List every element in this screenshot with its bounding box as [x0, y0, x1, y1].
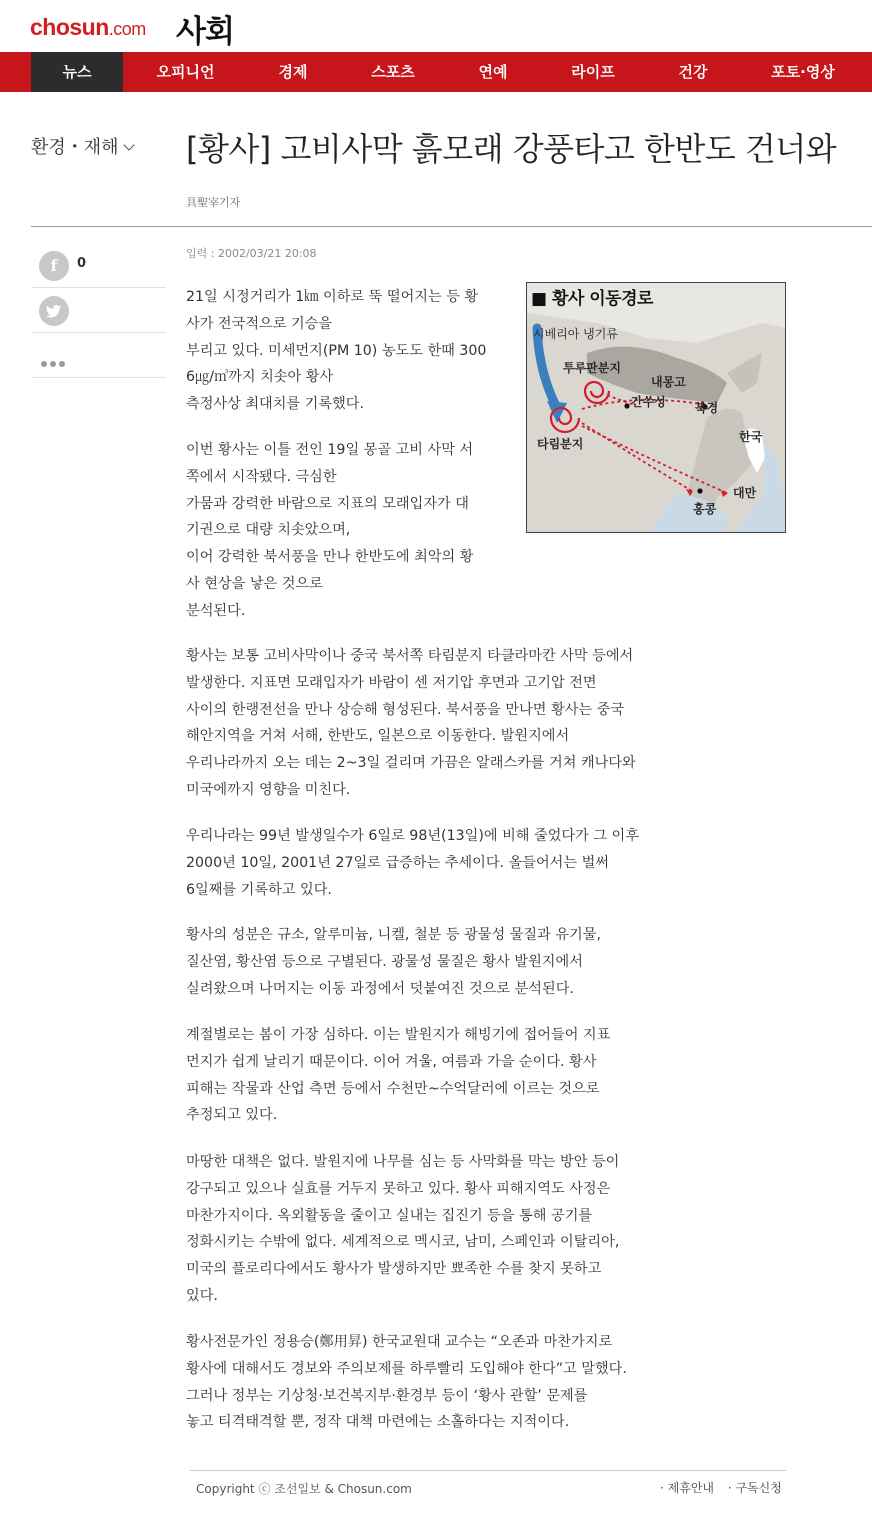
nav-item-photo-video[interactable]: 포토·영상: [771, 63, 835, 81]
nav-item-life[interactable]: 라이프: [571, 63, 615, 81]
map-label-korea: 한국: [739, 430, 763, 444]
publish-date: 입력 : 2002/03/21 20:08: [186, 247, 317, 260]
yellow-dust-route-map: [526, 282, 786, 533]
map-label-gansu: 간쑤성: [631, 395, 666, 409]
nav-item-opinion[interactable]: 오피니언: [156, 63, 215, 81]
category-dropdown[interactable]: [31, 133, 133, 159]
section-title[interactable]: 사회: [176, 14, 234, 50]
map-label-tarim: 타림분지: [537, 437, 584, 451]
share-twitter-row: [31, 289, 166, 333]
map-label-hongkong: 홍콩: [693, 502, 717, 516]
logo-suffix: .com: [108, 19, 146, 39]
article-paragraph: 황사의 성분은 규소, 알루미늄, 니켈, 철분 등 광물성 물질과 유기물, 질산염, 황산염 등으로 구별된다. 광물성 물질은 황사 발원지에서 실려왔으며 나머지는 이동 과정에서 덧붙여진 것으로 분석된다.: [186, 927, 601, 997]
logo-main: chosun: [30, 14, 109, 40]
map-label-beijing: 북경: [695, 401, 719, 415]
article-paragraph: 마땅한 대책은 없다. 발원지에 나무를 심는 등 사막화를 막는 방안 등이 강구되고 있으나 실효를 거두지 못하고 있다. 황사 피해지역도 사정은 마찬가지이다. 옥외활동을 줄이고 실내는 집진기 등을 통해 공기를 정화시키는 수밖에 없다. 세계적으로 멕시코, 남미, 스페인과 이탈리아, 미국의 플로리다에서도 황사가 발생하지만 뾰족한 수를 찾지 못하고 있다.: [186, 1154, 620, 1304]
nav-item-entertainment[interactable]: 연예: [478, 63, 508, 81]
map-label-turpan: 투루판분지: [563, 361, 621, 375]
article-paragraph: 황사는 보통 고비사막이나 중국 북서쪽 타림분지 타클라마칸 사막 등에서 발생한다. 지표면 모래입자가 바람이 센 저기압 후면과 고기압 전면 사이의 한랭전선을 만나 상승해 형성된다. 북서풍을 만나면 황사는 중국 해안지역을 거쳐 서해, 한반도, 일본으로 이동한다. 발원지에서 우리나라까지 오는 데는 2~3일 걸리며 가끔은 알래스카를 거쳐 캐나다와 미국에까지 영향을 미친다.: [186, 648, 636, 798]
byline: 具聖宰기자: [186, 196, 241, 209]
map-title: ■ 황사 이동경로: [531, 289, 653, 309]
share-facebook-row: [31, 244, 166, 288]
facebook-share-count: 0: [77, 256, 87, 271]
footer-links: [650, 1479, 782, 1496]
article-headline: [황사] 고비사막 흙모래 강풍타고 한반도 건너와: [186, 130, 837, 168]
map-label-taiwan: 대만: [733, 486, 757, 500]
chevron-down-icon: [123, 139, 134, 150]
nav-item-sports[interactable]: 스포츠: [371, 63, 415, 81]
article-paragraph: 황사전문가인 정용승(鄭用昇) 한국교원대 교수는 “오존과 마찬가지로 황사에 대해서도 경보와 주의보제를 하루빨리 도입해야 한다”고 말했다. 그러나 정부는 기상청·보건복지부·환경부 등이 ‘황사 관할’ 문제를 놓고 티격태격할 뿐, 정작 대책 마련에는 소홀하다는 지적이다.: [186, 1334, 627, 1431]
main-nav: [0, 52, 872, 92]
map-label-inner-mongolia: 내몽고: [651, 375, 686, 389]
nav-item-health[interactable]: 건강: [678, 63, 708, 81]
share-more-row: [31, 334, 166, 378]
footer-link-partnership[interactable]: · 제휴안내: [660, 1481, 714, 1495]
nav-item-economy[interactable]: 경제: [278, 63, 308, 81]
map-label-siberia: 시베리아 냉기류: [533, 327, 618, 341]
article-paragraph: 이번 황사는 이틀 전인 19일 몽골 고비 사막 서 쪽에서 시작됐다. 극심한 가뭄과 강력한 바람으로 지표의 모래입자가 대 기권으로 대량 치솟았으며, 이어 강력한 북서풍을 만나 한반도에 최악의 황 사 현상을 낳은 것으로 분석된다.: [186, 442, 474, 619]
facebook-icon[interactable]: f: [39, 251, 69, 281]
chosun-logo[interactable]: [30, 14, 146, 41]
nav-item-news[interactable]: 뉴스: [31, 52, 123, 92]
article-paragraph: 계절별로는 봄이 가장 심하다. 이는 발원지가 해빙기에 접어들어 지표 먼지가 쉽게 날리기 때문이다. 이어 겨울, 여름과 가을 순이다. 황사 피해는 작물과 산업 측면 등에서 수천만~수억달러에 이르는 것으로 추정되고 있다.: [186, 1027, 611, 1124]
more-options-icon[interactable]: [41, 352, 68, 371]
divider: [31, 226, 872, 227]
twitter-icon[interactable]: [39, 296, 69, 326]
category-label: 환경・재해: [31, 137, 119, 158]
top-bar: [0, 0, 872, 52]
footer-link-subscribe[interactable]: · 구독신청: [727, 1481, 782, 1495]
copyright: Copyright ⓒ 조선일보 & Chosun.com: [196, 1482, 412, 1496]
article-paragraph: 21일 시정거리가 1㎞ 이하로 뚝 떨어지는 등 황 사가 전국적으로 기승을 부리고 있다. 미세먼지(PM 10) 농도도 한때 300 6㎍/㎥까지 치솟아 황사 측정사상 최대치를 기록했다.: [186, 289, 487, 413]
footer-divider: [190, 1470, 786, 1471]
article-paragraph: 우리나라는 99년 발생일수가 6일로 98년(13일)에 비해 줄었다가 그 이후 2000년 10일, 2001년 27일로 급증하는 추세이다. 올들어서는 벌써 6일째를 기록하고 있다.: [186, 828, 639, 898]
